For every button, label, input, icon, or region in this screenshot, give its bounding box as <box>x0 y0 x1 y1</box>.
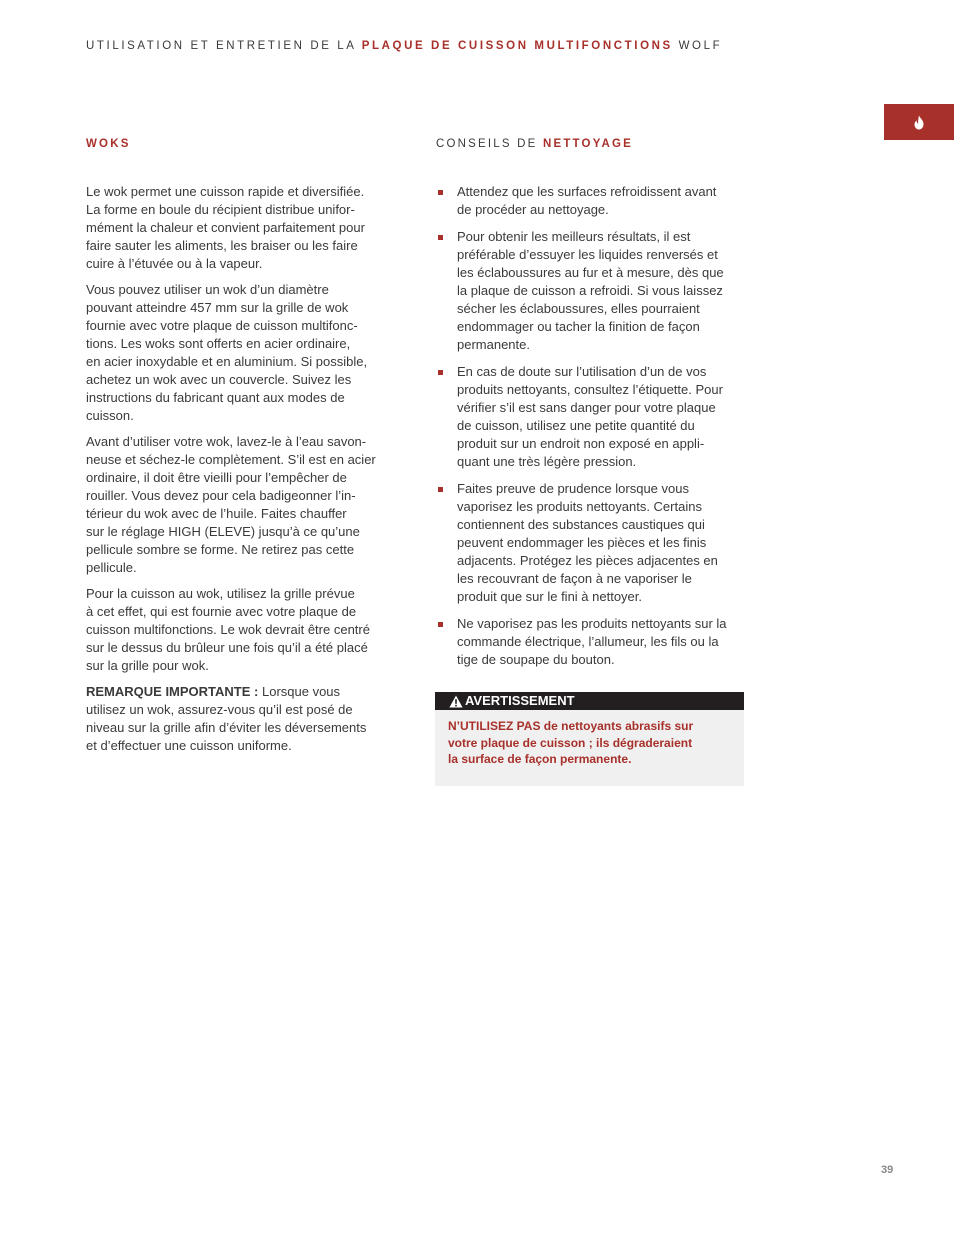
running-header <box>86 40 722 52</box>
bullet-square-icon <box>438 370 443 375</box>
page-number: 39 <box>881 1164 894 1176</box>
bullet-square-icon <box>438 622 443 627</box>
important-note-text: Lorsque vous utilisez un wok, assurez-vous qu’il est posé de niveau sur la grille afin d’éviter les déversements et d’effectuer une cuisson uniforme. <box>86 684 367 753</box>
cleaning-title: CONSEILS DE NETTOYAGE <box>436 138 634 150</box>
woks-paragraph-2: Vous pouvez utiliser un wok d’un diamètre pouvant atteindre 457 mm sur la grille de wok fournie avec votre plaque de cuisson multifonc- tions. Les woks sont offerts en acier ordinaire, en acier inoxydable et en aluminium. Si possible, achetez un wok avec un couvercle. Suivez les instructions du fabricant quant aux modes de cuisson. <box>86 282 368 423</box>
bullet-square-icon <box>438 190 443 195</box>
header-prefix: UTILISATION ET ENTRETIEN DE LA <box>86 40 362 52</box>
flame-icon <box>913 115 925 130</box>
list-item: Pour obtenir les meilleurs résultats, il est préférable d’essuyer les liquides renversés et les éclaboussures au fur et à mesure, dès que la plaque de cuisson a refroidi. Si vous laissez sécher les éclaboussures, elles pourraient endommager ou tacher la finition de façon permanente. <box>436 228 758 354</box>
woks-paragraph-4: Pour la cuisson au wok, utilisez la grille prévue à cet effet, qui est fournie avec votre plaque de cuisson multifonctions. Le wok devrait être centré sur le dessus du brûleur une fois qu’il a été placé sur la grille pour wok. <box>86 586 370 673</box>
warning-box <box>435 692 744 786</box>
woks-paragraph-3: Avant d’utiliser votre wok, lavez-le à l’eau savon- neuse et séchez-le complètement. S’il est en acier ordinaire, il doit être vieilli pour l’empêcher de rouiller. Vous devez pour cela badigeonner l’in- térieur du wok avec de l’huile. Faites chauffer sur le réglage HIGH (ELEVE) jusqu’à ce qu’une pellicule sombre se forme. Ne retirez pas cette pellicule. <box>86 434 376 575</box>
woks-title: WOKS <box>86 138 131 150</box>
list-item: En cas de doute sur l’utilisation d’un de vos produits nettoyants, consultez l’étiquette. Pour vérifier s’il est sans danger pour votre plaque de cuisson, utilisez une petite quantité du produit sur un endroit non exposé en appli- quant une très légère pression. <box>436 363 758 471</box>
warning-triangle-icon <box>449 695 463 708</box>
important-note <box>86 683 406 755</box>
warning-text: N’UTILISEZ PAS de nettoyants abrasifs sur votre plaque de cuisson ; ils dégraderaient la surface de façon permanente. <box>448 719 694 766</box>
cleaning-tips-list <box>436 183 758 678</box>
important-note-label: REMARQUE IMPORTANTE : <box>86 684 259 699</box>
header-suffix: WOLF <box>672 40 723 52</box>
bullet-square-icon <box>438 487 443 492</box>
woks-paragraph-1: Le wok permet une cuisson rapide et diversifiée. La forme en boule du récipient distribue unifor- mément la chaleur et convient parfaitement pour faire sauter les aliments, les braiser ou les faire cuire à l’étuvée ou à la vapeur. <box>86 184 365 271</box>
woks-body <box>86 183 406 763</box>
header-product: PLAQUE DE CUISSON MULTIFONCTIONS <box>361 40 673 52</box>
warning-header <box>435 692 744 710</box>
list-item: Attendez que les surfaces refroidissent avant de procéder au nettoyage. <box>436 183 758 219</box>
bullet-square-icon <box>438 235 443 240</box>
section-tab <box>884 104 954 140</box>
warning-title: AVERTISSEMENT <box>465 693 575 708</box>
list-item: Faites preuve de prudence lorsque vous vaporisez les produits nettoyants. Certains contiennent des substances caustiques qui peuvent endommager les pièces et les finis adjacents. Protégez les pièces adjacentes en les recouvrant de façon à ne vaporiser le produit que sur le fini à nettoyer. <box>436 480 758 606</box>
list-item: Ne vaporisez pas les produits nettoyants sur la commande électrique, l’allumeur, les fils ou la tige de soupape du bouton. <box>436 615 758 669</box>
